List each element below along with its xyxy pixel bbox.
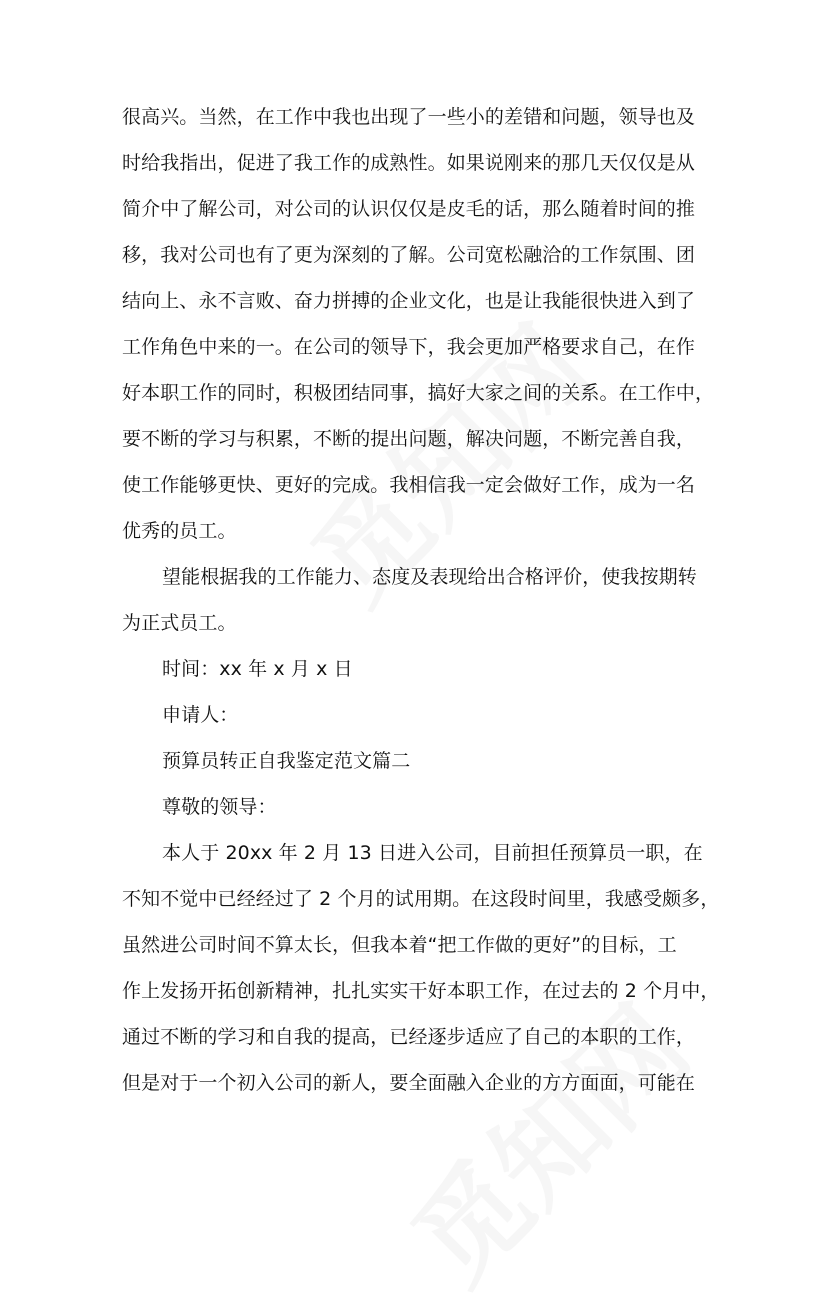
- text-line: 工作角色中来的一。在公司的领导下，我会更加严格要求自己，在作: [122, 336, 696, 358]
- text-line: 很高兴。当然，在工作中我也出现了一些小的差错和问题，领导也及: [122, 106, 696, 128]
- text-line: 好本职工作的同时，积极团结同事，搞好大家之间的关系。在工作中，: [122, 382, 715, 404]
- text-line: 简介中了解公司，对公司的认识仅仅是皮毛的话，那么随着时间的推: [122, 198, 696, 220]
- text-line: 结向上、永不言败、奋力拼搏的企业文化，也是让我能很快进入到了: [122, 290, 696, 312]
- paragraph-first-line: 望能根据我的工作能力、态度及表现给出合格评价，使我按期转: [162, 566, 697, 588]
- text-line: 时给我指出，促进了我工作的成熟性。如果说刚来的那几天仅仅是从: [122, 152, 696, 174]
- paragraph-first-line: 本人于 20xx 年 2 月 13 日进入公司，目前担任预算员一职，在: [162, 842, 703, 864]
- section-heading: 预算员转正自我鉴定范文篇二: [162, 750, 411, 772]
- text-line: 作上发扬开拓创新精神，扎扎实实干好本职工作，在过去的 2 个月中，: [122, 980, 720, 1002]
- text-line: 移，我对公司也有了更为深刻的了解。公司宽松融洽的工作氛围、团: [122, 244, 696, 266]
- date-line: 时间：xx 年 x 月 x 日: [162, 658, 353, 680]
- text-line: 为正式员工。: [122, 612, 237, 634]
- text-line: 但是对于一个初入公司的新人，要全面融入企业的方方面面，可能在: [122, 1072, 696, 1094]
- applicant-line: 申请人：: [162, 704, 239, 726]
- text-line: 虽然进公司时间不算太长，但我本着“把工作做的更好”的目标，工: [122, 934, 677, 956]
- text-line: 使工作能够更快、更好的完成。我相信我一定会做好工作，成为一名: [122, 474, 696, 496]
- text-line: 优秀的员工。: [122, 520, 237, 542]
- watermark: [372, 966, 717, 1311]
- text-line: 要不断的学习与积累，不断的提出问题，解决问题，不断完善自我，: [122, 428, 696, 450]
- text-line: 不知不觉中已经经过了 2 个月的试用期。在这段时间里，我感受颇多，: [122, 888, 720, 910]
- text-line: 通过不断的学习和自我的提高，已经逐步适应了自己的本职的工作，: [122, 1026, 696, 1048]
- salutation: 尊敬的领导：: [162, 796, 277, 818]
